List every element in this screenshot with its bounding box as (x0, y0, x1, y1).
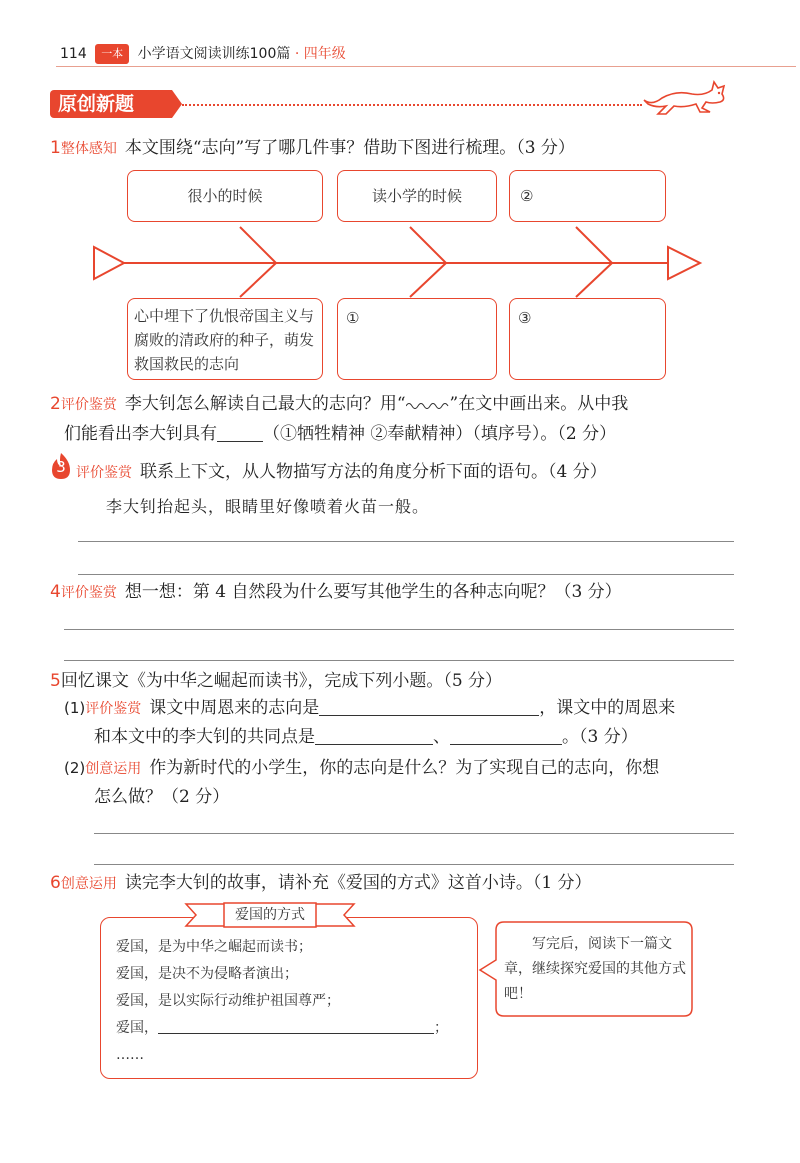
bottom-box-2: ① (337, 298, 497, 380)
answer-blank[interactable] (450, 744, 562, 745)
poem-line: 爱国，是以实际行动维护祖国尊严； (116, 993, 340, 1009)
question-3-number: 3 (56, 458, 66, 476)
top-box-3: ② (509, 170, 666, 222)
quoted-sentence: 李大钊抬起头，眼睛里好像喷着火苗一般。 (106, 497, 430, 516)
bottom-box-3: ③ (509, 298, 666, 380)
grade-label: 四年级 (303, 46, 346, 62)
question-1: 1整体感知 本文围绕“志向”写了哪几件事？借助下图进行梳理。（3 分） (50, 138, 575, 158)
question-3: 评价鉴赏 联系上下文，从人物描写方法的角度分析下面的语句。（4 分） (76, 462, 607, 482)
page-header: 114 一本 小学语文阅读训练100篇 · 四年级 (60, 46, 346, 62)
question-4: 4评价鉴赏 想一想：第 4 自然段为什么要写其他学生的各种志向呢？（3 分） (50, 582, 622, 602)
answer-blank[interactable] (315, 744, 433, 745)
cat-icon (640, 78, 732, 118)
header-rule (56, 66, 796, 67)
answer-line[interactable] (78, 574, 734, 575)
answer-line[interactable] (78, 541, 734, 542)
tip-text: 写完后，阅读下一篇文章，继续探究爱国的其他方式吧！ (504, 936, 686, 1002)
answer-line[interactable] (64, 629, 734, 630)
question-5-2: (2)创意运用 作为新时代的小学生，你的志向是什么？为了实现自己的志向，你想 (64, 758, 660, 778)
question-5-2-line-2: 怎么做？（2 分） (94, 787, 230, 807)
page-number: 114 (60, 46, 87, 62)
question-5-1: (1)评价鉴赏 课文中周恩来的志向是 ，课文中的周恩来 (64, 698, 676, 718)
bottom-box-1: 心中埋下了仇恨帝国主义与腐败的清政府的种子，萌发救国救民的志向 (127, 298, 323, 380)
answer-blank[interactable] (158, 1033, 434, 1034)
wavy-underline-icon (406, 401, 450, 411)
question-2-line-2: 们能看出李大钊具有 （①牺牲精神 ②奉献精神）（填序号）。（2 分） (64, 424, 617, 444)
poem-line: 爱国，是决不为侵略者演出； (116, 966, 298, 982)
section-banner: 原创新题 (50, 90, 172, 118)
brand-logo: 一本 (95, 44, 129, 64)
top-box-2: 读小学的时候 (337, 170, 497, 222)
question-5-1-line-2: 和本文中的李大钊的共同点是 、 。（3 分） (94, 727, 638, 747)
poem-title: 爱国的方式 (235, 907, 305, 923)
answer-line[interactable] (94, 864, 734, 865)
poem-lines (116, 934, 448, 1069)
answer-blank[interactable] (319, 715, 539, 716)
book-title: 小学语文阅读训练100篇 (137, 46, 291, 62)
banner-dotted-line (182, 104, 642, 106)
top-box-1: 很小的时候 (127, 170, 323, 222)
question-5: 5回忆课文《为中华之崛起而读书》，完成下列小题。（5 分） (50, 671, 503, 691)
poem-ellipsis: …… (116, 1047, 144, 1063)
answer-blank[interactable] (217, 441, 263, 442)
question-2: 2评价鉴赏 李大钊怎么解读自己最大的志向？用“ ”在文中画出来。从中我 (50, 394, 629, 414)
answer-line[interactable] (94, 833, 734, 834)
answer-line[interactable] (64, 660, 734, 661)
question-6: 6创意运用 读完李大钊的故事，请补充《爱国的方式》这首小诗。（1 分） (50, 873, 592, 893)
poem-line-blank: 爱国， ； (116, 1020, 448, 1036)
poem-line: 爱国，是为中华之崛起而读书； (116, 939, 312, 955)
